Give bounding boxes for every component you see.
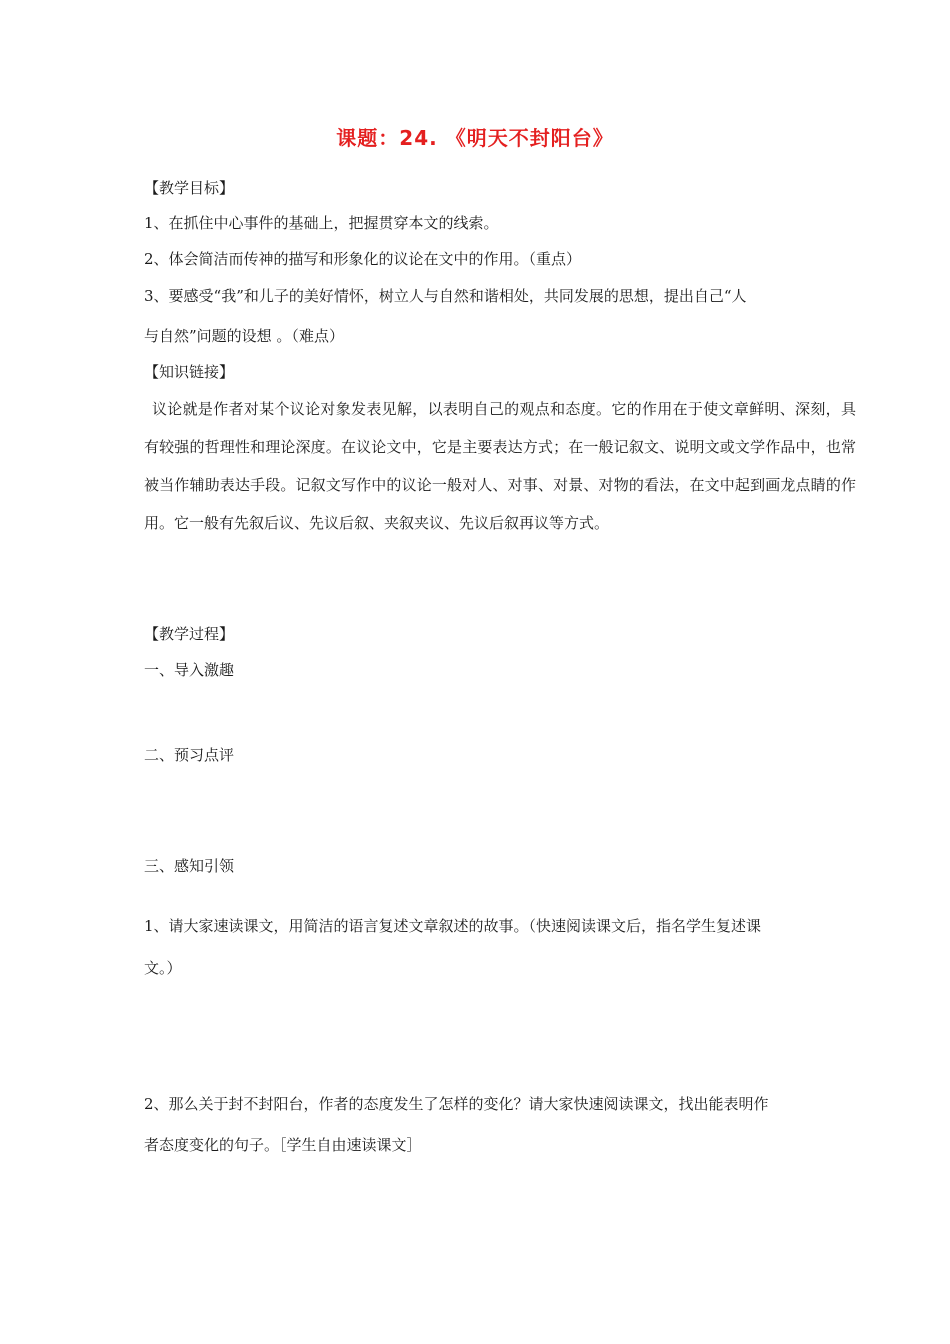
page-title: 课题：24. 《明天不封阳台》	[336, 126, 614, 150]
objectives-heading: 【教学目标】	[144, 179, 235, 197]
task-2-line-2: 者态度变化的句子。［学生自由速读课文］	[144, 1136, 422, 1154]
step-intro: 一、导入激趣	[144, 661, 235, 679]
objective-item-1: 1、在抓住中心事件的基础上，把握贯穿本文的线索。	[144, 214, 499, 232]
step-perception: 三、感知引领	[144, 857, 235, 875]
task-1-line-1: 1、请大家速读课文，用简洁的语言复述文章叙述的故事。（快速阅读课文后，指名学生复述课	[144, 917, 762, 935]
task-2-line-1: 2、那么关于封不封阳台，作者的态度发生了怎样的变化？请大家快速阅读课文，找出能表明作	[144, 1095, 769, 1113]
process-heading: 【教学过程】	[144, 625, 235, 643]
objective-item-3-continued: 与自然”问题的设想 。（难点）	[144, 327, 344, 345]
knowledge-heading: 【知识链接】	[144, 363, 235, 381]
step-preview-review: 二、预习点评	[144, 746, 235, 764]
knowledge-paragraph: 议论就是作者对某个议论对象发表见解，以表明自己的观点和态度。它的作用在于使文章鲜明、深刻，具有较强的哲理性和理论深度。在议论文中，它是主要表达方式；在一般记叙文、说明文或文学作品中，也常被当作辅助表达手段。记叙文写作中的议论一般对人、对事、对景、对物的看法，在文中起到画龙点睛的作用。它一般有先叙后议、先议后叙、夹叙夹议、先议后叙再议等方式。	[144, 400, 856, 532]
objective-item-3: 3、要感受“我”和儿子的美好情怀，树立人与自然和谐相处，共同发展的思想，提出自己“人	[144, 287, 747, 305]
task-1-line-2: 文。）	[144, 959, 182, 977]
objective-item-2: 2、体会简洁而传神的描写和形象化的议论在文中的作用。（重点）	[144, 250, 582, 268]
